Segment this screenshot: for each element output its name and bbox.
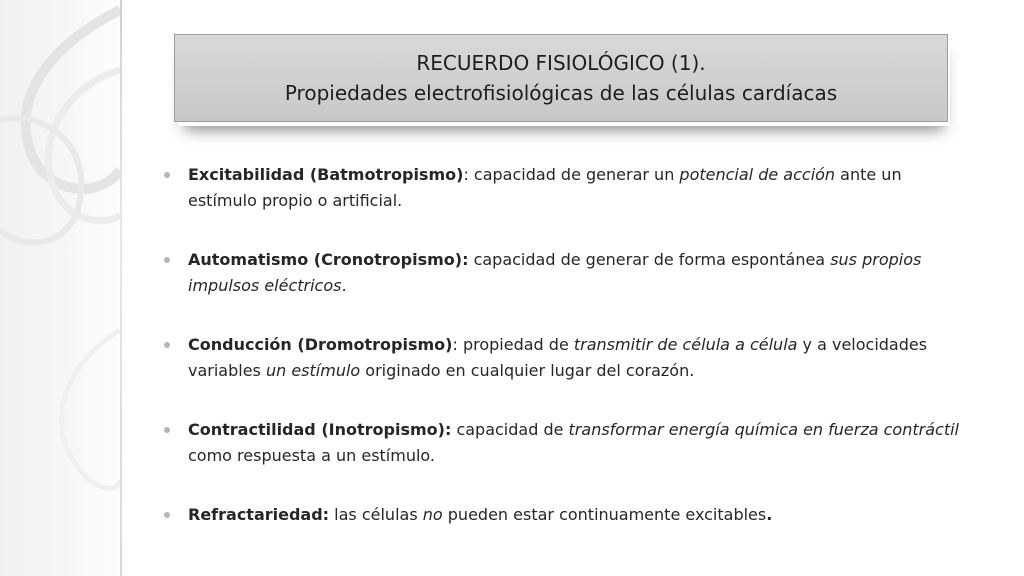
- bullet-emphasis: sus propios impulsos eléctricos: [188, 250, 922, 295]
- bullet-text: capacidad de: [456, 420, 569, 439]
- bullet-final-period: .: [766, 505, 773, 524]
- bullet-dot-icon: [164, 257, 170, 263]
- bullet-emphasis: potencial de acción: [679, 165, 836, 184]
- bullet-refractariedad: [164, 502, 964, 528]
- bullet-term: Conducción (Dromotropismo): [188, 335, 453, 354]
- bullet-text-excitables: excitables: [685, 505, 767, 524]
- bullet-emphasis: no: [422, 505, 443, 524]
- bullet-separator: :: [463, 165, 474, 184]
- bullet-list: [164, 162, 964, 528]
- slide-subtitle: Propiedades electrofisiológicas de las células cardíacas: [284, 81, 838, 105]
- bullet-text: capacidad de generar de forma espontánea: [473, 250, 831, 269]
- bullet-emphasis: un estímulo: [265, 361, 361, 380]
- bullet-text: originado en cualquier lugar del corazón.: [360, 361, 695, 380]
- slide-title-box: [174, 34, 948, 122]
- bullet-term: Excitabilidad (Batmotropismo): [188, 165, 464, 184]
- bullet-text: pueden estar continuamente: [442, 505, 686, 524]
- bullet-term: Contractilidad (Inotropismo):: [188, 420, 452, 439]
- bullet-emphasis: transmitir de célula a célula: [573, 335, 798, 354]
- bullet-dot-icon: [164, 172, 170, 178]
- bullet-text: capacidad de generar un: [473, 165, 680, 184]
- bullet-contractilidad: [164, 417, 964, 469]
- bullet-term: Refractariedad:: [188, 505, 330, 524]
- bullet-dot-icon: [164, 512, 170, 518]
- bullet-emphasis: transformar energía química en fuerza contráctil: [568, 420, 959, 439]
- bullet-term: Automatismo (Cronotropismo):: [188, 250, 469, 269]
- bullet-text: las células: [334, 505, 423, 524]
- bullet-conduccion: [164, 332, 964, 384]
- bullet-text: y a velocidades variables: [188, 335, 928, 380]
- bullet-dot-icon: [164, 342, 170, 348]
- bullet-automatismo: [164, 247, 964, 299]
- bullet-text: ante un estímulo propio o artificial.: [188, 165, 902, 210]
- left-panel-edge: [120, 0, 122, 576]
- bullet-separator: :: [452, 335, 463, 354]
- bullet-text: .: [341, 276, 347, 295]
- decorative-swirls: [0, 0, 122, 576]
- bullet-text: como respuesta a un estímulo.: [188, 446, 436, 465]
- bullet-dot-icon: [164, 427, 170, 433]
- slide-title: RECUERDO FISIOLÓGICO (1).: [416, 51, 706, 75]
- bullet-text: propiedad de: [462, 335, 574, 354]
- bullet-excitabilidad: [164, 162, 964, 214]
